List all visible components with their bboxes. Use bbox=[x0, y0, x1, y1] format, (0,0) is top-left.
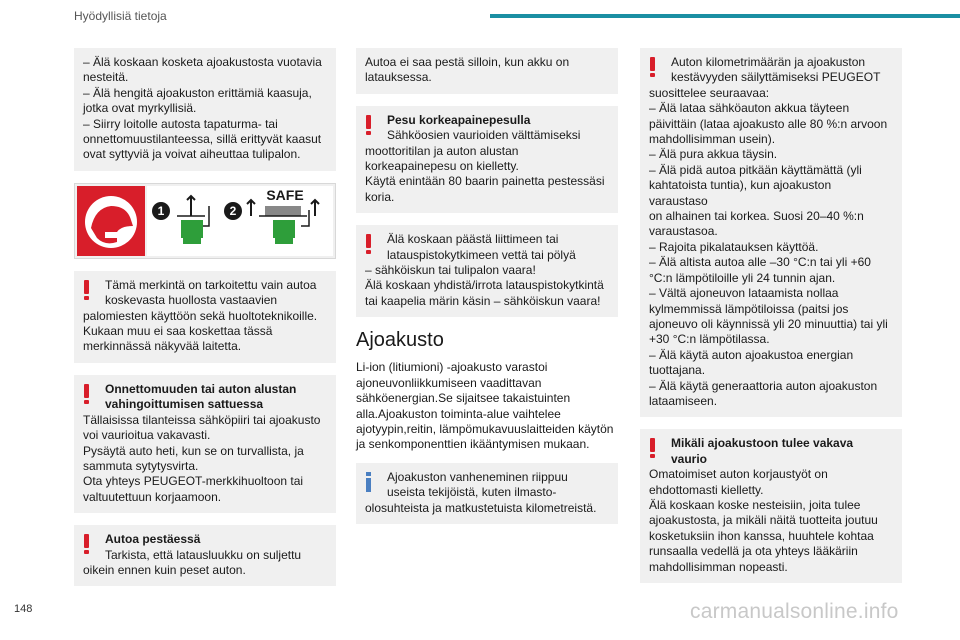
text-line: lataamiseen. bbox=[649, 393, 718, 408]
text-line: runsaalla vedellä ja ota yhteys lääkäriin bbox=[649, 544, 858, 559]
text-line: – Älä hengitä ajoakuston erittämiä kaasuja, bbox=[83, 85, 312, 100]
firefighter-only-warning: Tämä merkintä on tarkoitettu vain autoa koskevasta huollosta vastaavien palomiesten käyttöön sekä huoltoteknikoille. Kukaan muu ei saa koskettaa tässä merkinnässä näkyvää laitetta. bbox=[74, 271, 336, 363]
watermark: carmanualsonline.info bbox=[690, 600, 899, 623]
warning-exclamation-icon bbox=[650, 438, 655, 458]
connector-water-warning: Älä koskaan päästä liittimeen tai latauspistokytkimeen vettä tai pölyä – sähköiskun tai tulipalon vaara! Älä koskaan yhdistä/irrota latauspistokytkintä tai kaapelia märin käsin – sähköiskun vaara! bbox=[356, 225, 618, 317]
text-line: päivittäin (lataa ajoakusto alle 80 %:n arvoon bbox=[649, 116, 888, 131]
text-line: – Älä koskaan kosketa ajoakustosta vuotavia bbox=[83, 55, 322, 69]
text-line: °C:n lämpötiloille yli 24 tunnin ajan. bbox=[649, 270, 836, 285]
text-line: kahtatoista tuntia), kun ajoakuston varaustaso bbox=[649, 178, 832, 208]
text-line: liikkumiseen vaadittavan sähköenergian. bbox=[356, 375, 542, 406]
column-middle bbox=[356, 48, 618, 536]
warning-exclamation-icon bbox=[84, 534, 89, 554]
text-line: Ajoakuston toiminta-alue vaihtelee ajotyypin, bbox=[356, 406, 561, 436]
section-body bbox=[356, 360, 618, 452]
running-header: Hyödyllisiä tietoja bbox=[74, 9, 167, 23]
text-line: ajoakustosta, ja mikäli näitä tuotteita joutuu bbox=[649, 513, 878, 528]
warning-exclamation-icon bbox=[366, 234, 371, 254]
battery-care-recommendations: Auton kilometrimäärän ja ajoakuston kestävyyden säilyttämiseksi PEUGEOT suosittelee seuraavaa: – Älä lataa sähköauton akkua täyteen päivittäin (lataa ajoakusto alle 80 %:n arvoon mahdollisimman usein). – Älä pura akkua täysin. – Älä pidä autoa pitkään käyttämättä (yli kahtatoista tuntia), kun ajoakuston varaustaso on alhainen tai korkea. Suosi 20–40 %:n varaustasoa. – Rajoita pikalatauksen käyttöä. – Älä altista autoa alle –30 °C:n tai yli +60 °C:n lämpötiloille yli 24 tunnin ajan. – Vältä ajoneuvon lataamista nollaa kylmemmissä lämpötiloissa (paitsi jos ajoneuvo oli käynnissä yli 20 minuuttia) tai yli +30 °C:n lämpötilassa. – Älä käytä auton ajoakustoa energian tuottajana. – Älä käytä generaattoria auton ajoakuston lataamiseen. bbox=[640, 48, 902, 417]
text-line: on alhainen tai korkea. Suosi 20–40 %:n bbox=[649, 209, 864, 224]
text-line: mahdollisimman nopeasti. bbox=[649, 559, 788, 574]
step-2-badge: 2 bbox=[229, 203, 237, 218]
warning-exclamation-icon bbox=[84, 384, 89, 404]
text-line: kylmemmissä lämpötiloissa (paitsi jos bbox=[649, 301, 849, 316]
warning-exclamation-icon bbox=[366, 115, 371, 135]
warning-exclamation-icon bbox=[650, 57, 655, 77]
pressure-wash-warning: Pesu korkeapainepesulla Sähköosien vaurioiden välttämiseksi moottoritilan ja auton alustan korkeapainepesu on kielletty. Käytä enintään 80 baarin painetta pestessäsi koria. bbox=[356, 106, 618, 213]
text-line: – Vältä ajoneuvon lataamista nollaa bbox=[649, 286, 839, 301]
text-line: varaustasoa. bbox=[649, 224, 718, 239]
no-wash-charging-box bbox=[356, 48, 618, 94]
text-line: Se sijaitsee takaistuinten alla. bbox=[356, 391, 571, 421]
text-line: +30 °C:n lämpötilassa. bbox=[649, 332, 770, 347]
text-line: Omatoimiset auton korjaustyöt on bbox=[649, 467, 828, 482]
firefighter-helmet-icon bbox=[77, 186, 145, 256]
warning-list-box bbox=[74, 48, 336, 171]
text-line: Älä koskaan koske nesteisiin, joita tulee bbox=[649, 497, 861, 512]
text-line: – Älä pidä autoa pitkään käyttämättä (yli bbox=[649, 162, 862, 177]
text-line: – Rajoita pikalatauksen käyttöä. bbox=[649, 239, 819, 254]
text-line: tuottajana. bbox=[649, 363, 706, 378]
safe-label: SAFE bbox=[266, 186, 304, 203]
column-right bbox=[640, 48, 902, 595]
section-title-ajoakusto: Ajoakusto bbox=[356, 329, 444, 352]
warning-exclamation-icon bbox=[84, 280, 89, 300]
column-left bbox=[74, 48, 336, 598]
text-line: mahdollisimman usein). bbox=[649, 132, 776, 147]
text-line: reitin, lämpömukavuuslaitteiden käytön ja sen bbox=[356, 421, 614, 452]
page-number: 148 bbox=[14, 603, 33, 615]
text-line: ehdottomasti kielletty. bbox=[649, 482, 764, 497]
text-line: Li-ion (litiumioni) -ajoakusto varastoi ajoneuvon bbox=[356, 360, 548, 390]
text-line: jotka ovat myrkyllisiä. bbox=[83, 101, 197, 116]
text-line: – Älä altista autoa alle –30 °C:n tai yli +60 bbox=[649, 255, 871, 270]
text-line: komponenttien ikääntymisen mukaan. bbox=[388, 437, 590, 452]
battery-aging-info: Ajoakuston vanheneminen riippuu useista tekijöistä, kuten ilmasto- olosuhteista ja matkustetuista kilometreistä. bbox=[356, 463, 618, 524]
text-line: – Siirry loitolle autosta tapaturma- tai bbox=[83, 116, 278, 131]
text-line: – Älä lataa sähköauton akkua täyteen bbox=[649, 101, 850, 116]
text-line: suosittelee seuraavaa: bbox=[649, 85, 770, 100]
text-line: kosketuksiin ihon kanssa, huuhtele kohtaa bbox=[649, 528, 874, 543]
step-1-badge: 1 bbox=[157, 203, 165, 218]
battery-damage-warning: Mikäli ajoakustoon tulee vakava vaurio Omatoimiset auton korjaustyöt on ehdottomasti kielletty. Älä koskaan koske nesteisiin, joita tulee ajoakustosta, ja mikäli näitä tuotteita joutuu kosketuksiin ihon kanssa, huuhtele kohtaa runsaalla vedellä ja ota yhteys lääkäriin mahdollisimman nopeasti. bbox=[640, 429, 902, 583]
info-icon bbox=[366, 472, 371, 492]
text-line: – Älä käytä auton ajoakustoa energian bbox=[649, 347, 854, 362]
text-line: onnettomuustilanteessa, sillä erittyvät kaasut bbox=[83, 132, 322, 147]
text-line: – Älä käytä generaattoria auton ajoakuston bbox=[649, 378, 878, 393]
text-line: ovat syttyviä ja voivat aiheuttaa tulipalon. bbox=[83, 147, 301, 162]
header-accent-bar bbox=[490, 14, 960, 18]
disconnect-steps-illustration bbox=[147, 186, 333, 256]
text-line: ajoneuvo oli käynnissä yli 20 minuuttia) tai yli bbox=[649, 316, 888, 331]
accident-warning: Onnettomuuden tai auton alustan vahingoittumisen sattuessa Tällaisissa tilanteissa sähköpiiri tai ajoakusto voi vaurioitua vakavasti. Pysäytä auto heti, kun se on turvallista, ja sammuta sytytysvirta. Ota yhteys PEUGEOT-merkkihuoltoon tai valtuutettuun korjaamoon. bbox=[74, 375, 336, 513]
text-line: nesteitä. bbox=[83, 70, 129, 85]
text-line: Autoa ei saa pestä silloin, kun akku on bbox=[365, 55, 570, 69]
washing-warning: Autoa pestäessä Tarkista, että latausluukku on suljettu oikein ennen kuin peset auton. bbox=[74, 525, 336, 586]
hv-warning-figure bbox=[74, 183, 336, 259]
text-line: – Älä pura akkua täysin. bbox=[649, 147, 778, 162]
text-line: latauksessa. bbox=[365, 70, 432, 85]
